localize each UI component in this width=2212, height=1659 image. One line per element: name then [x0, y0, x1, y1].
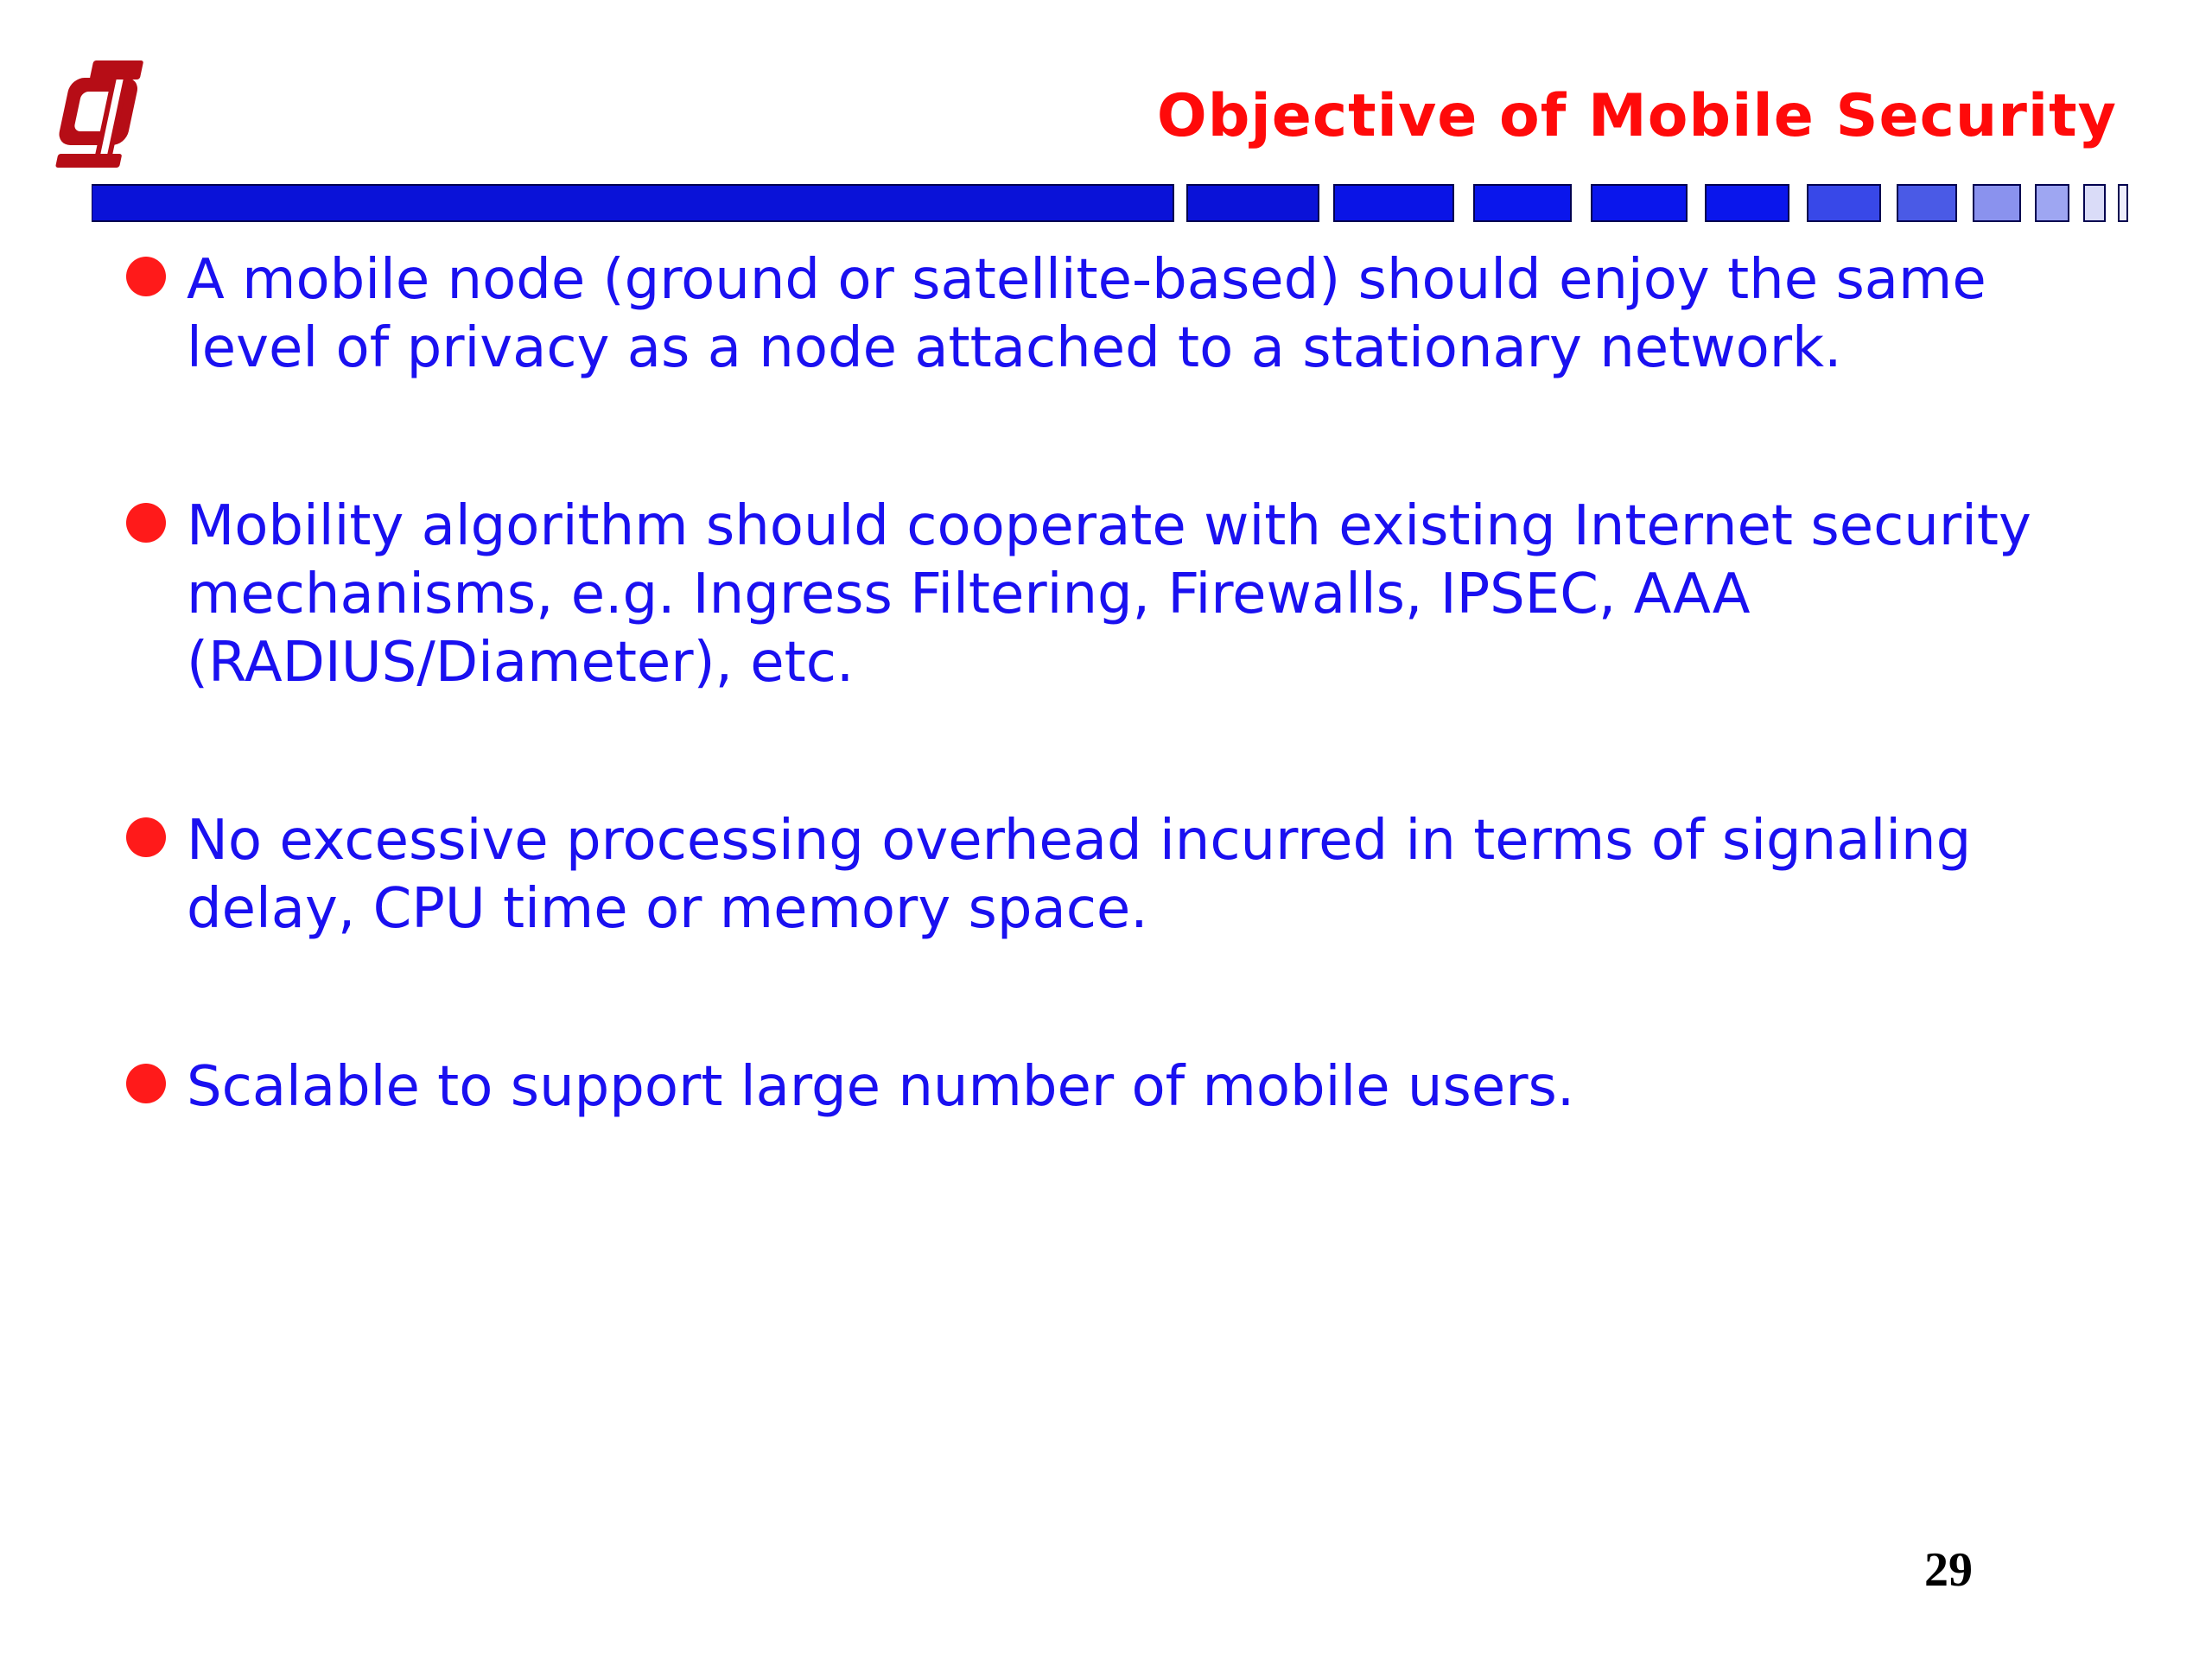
bullet-text: A mobile node (ground or satellite-based) should enjoy the same level of privacy as a node attached to a stationary network. [187, 248, 1986, 380]
red-bullet-icon [126, 503, 166, 543]
slide-title: Objective of Mobile Security [1156, 82, 2117, 150]
ou-logo-icon [54, 54, 170, 170]
title-rule-bar [92, 183, 2148, 225]
bullet-text: No excessive processing overhead incurred in terms of signaling delay, CPU time or memory space. [187, 809, 1972, 941]
bullet-text: Mobility algorithm should cooperate with existing Internet security mechanisms, e.g. Ingress Filtering, Firewalls, IPSEC, AAA (RADIUS/Diameter), etc. [187, 494, 2031, 695]
bullet-text: Scalable to support large number of mobile users. [187, 1055, 1575, 1119]
bullet-item [121, 493, 2134, 697]
bullet-item [121, 1053, 2134, 1122]
red-bullet-icon [126, 1064, 166, 1103]
bullet-list [121, 246, 2134, 1122]
bullet-item [121, 246, 2134, 383]
red-bullet-icon [126, 257, 166, 296]
page-number: 29 [1924, 1543, 1973, 1597]
bullet-item [121, 807, 2134, 944]
red-bullet-icon [126, 817, 166, 857]
